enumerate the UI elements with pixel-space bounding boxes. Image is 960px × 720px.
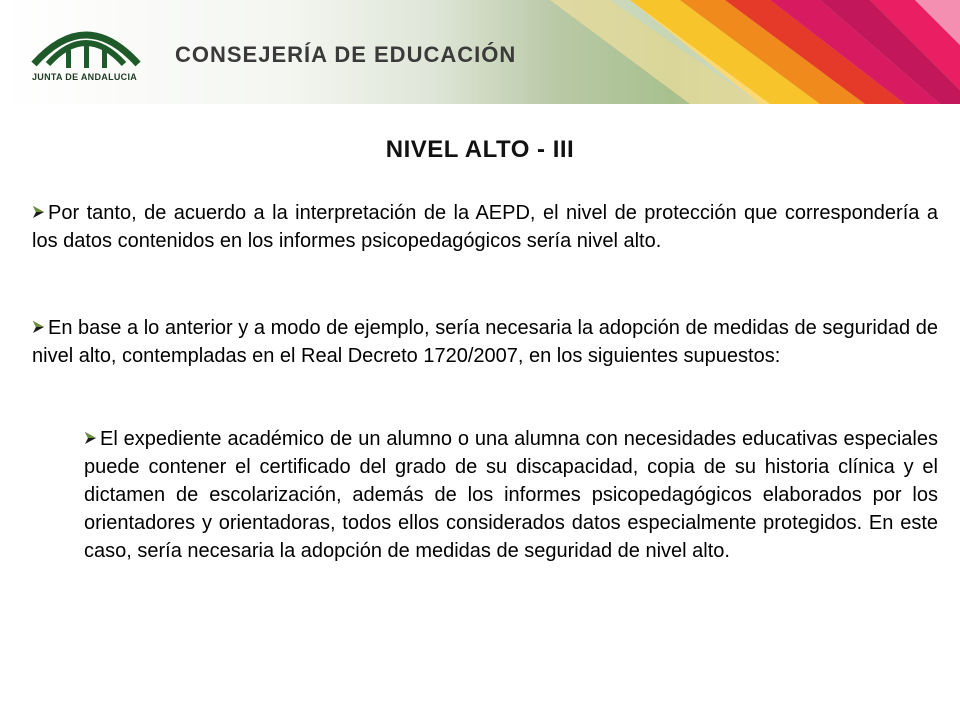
arrow-bullet-icon	[84, 431, 98, 445]
header-banner	[0, 0, 960, 104]
org-title: CONSEJERÍA DE EDUCACIÓN	[175, 42, 517, 67]
bullet-item	[32, 199, 938, 255]
logo-text: JUNTA DE ANDALUCIA	[32, 72, 138, 82]
arrow-bullet-icon	[32, 320, 46, 334]
bullet-text: En base a lo anterior y a modo de ejemplo, sería necesaria la adopción de medidas de seguridad de nivel alto, contempladas en el Real Decreto 1720/2007, en los siguientes supuestos:	[32, 317, 938, 367]
sub-bullet-item	[84, 425, 938, 565]
arrow-bullet-icon	[32, 205, 46, 219]
bullet-text: El expediente académico de un alumno o una alumna con necesidades educativas especiales puede contener el certificado del grado de su discapacidad, copia de su historia clínica y el dictamen de escolarización, además de los informes psicopedagógicos elaborados por los orientadores y orientadoras, todos ellos considerados datos especialmente protegidos. En este caso, sería necesaria la adopción de medidas de seguridad de nivel alto.	[84, 428, 938, 562]
bullet-text: Por tanto, de acuerdo a la interpretación de la AEPD, el nivel de protección que correspondería a los datos contenidos en los informes psicopedagógicos sería nivel alto.	[32, 202, 938, 252]
crayons-decoration-icon	[520, 0, 960, 104]
bullet-item	[32, 314, 938, 370]
slide-title: NIVEL ALTO - III	[385, 136, 575, 163]
